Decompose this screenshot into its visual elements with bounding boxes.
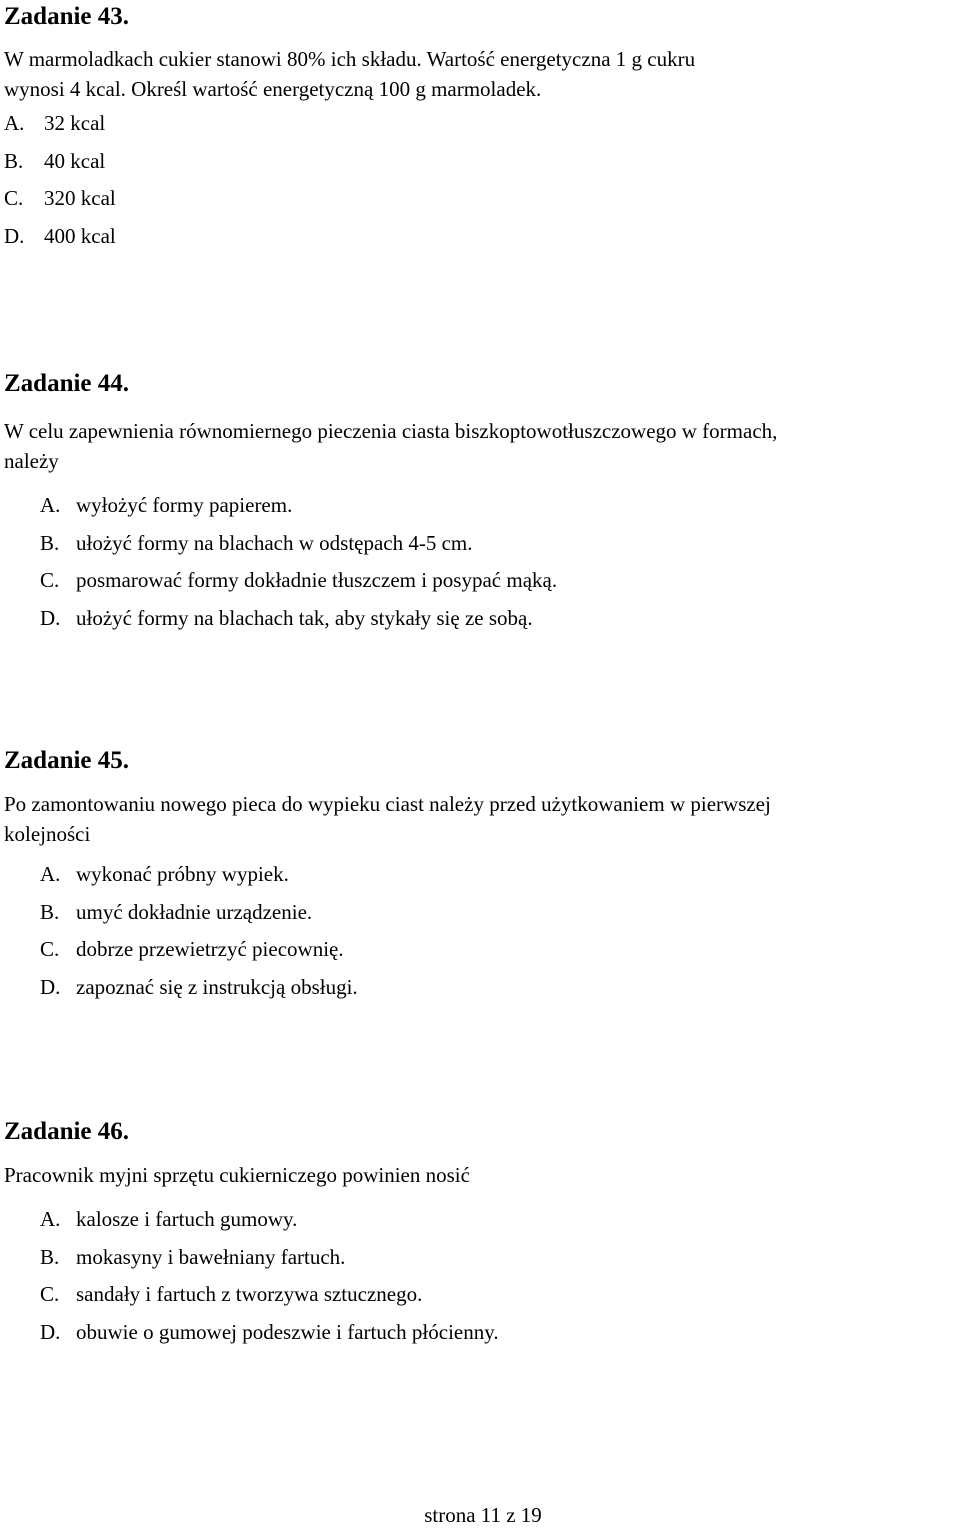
answer-list xyxy=(40,487,958,637)
answer-letter: C. xyxy=(40,937,60,961)
question-line: kolejności xyxy=(4,822,91,846)
answer-letter: A. xyxy=(40,862,61,886)
answer-text: mokasyny i bawełniany fartuch. xyxy=(76,1244,346,1269)
answer-text: ułożyć formy na blachach tak, aby stykały się ze sobą. xyxy=(76,605,533,630)
answer-option-c xyxy=(40,1276,958,1314)
task-44 xyxy=(4,369,958,637)
answer-text: umyć dokładnie urządzenie. xyxy=(76,899,313,924)
answer-option-b xyxy=(40,894,958,932)
question-line: Po zamontowaniu nowego pieca do wypieku ciast należy przed użytkowaniem w pierwszej xyxy=(4,792,771,816)
answer-text: sandały i fartuch z tworzywa sztucznego. xyxy=(76,1282,423,1306)
task-question xyxy=(4,1160,958,1190)
answer-text: 400 kcal xyxy=(44,223,116,248)
answer-option-b xyxy=(4,143,958,181)
answer-option-d xyxy=(4,218,958,256)
question-line: W marmoladkach cukier stanowi 80% ich składu. Wartość energetyczna 1 g cukru xyxy=(4,47,696,71)
answer-letter: C. xyxy=(4,186,24,210)
task-title: Zadanie 46. xyxy=(4,1118,130,1145)
answer-option-a xyxy=(40,1201,958,1239)
answer-letter: B. xyxy=(4,148,24,173)
answer-text: wyłożyć formy papierem. xyxy=(76,493,293,517)
answer-letter: D. xyxy=(4,223,25,248)
answer-option-d xyxy=(40,969,958,1007)
task-title: Zadanie 44. xyxy=(4,370,130,397)
answer-text: posmarować formy dokładnie tłuszczem i posypać mąką. xyxy=(76,568,558,592)
answer-text: 32 kcal xyxy=(44,111,106,135)
task-title: Zadanie 45. xyxy=(4,747,130,774)
answer-text: wykonać próbny wypiek. xyxy=(76,862,289,886)
task-title: Zadanie 43. xyxy=(4,3,130,30)
answer-letter: D. xyxy=(40,605,61,630)
question-line: należy xyxy=(4,449,59,473)
answer-list xyxy=(4,105,958,255)
answer-option-a xyxy=(40,487,958,525)
answer-text: obuwie o gumowej podeszwie i fartuch płócienny. xyxy=(76,1319,499,1344)
task-45 xyxy=(4,746,958,1006)
answer-option-a xyxy=(40,856,958,894)
answer-letter: D. xyxy=(40,1319,61,1344)
task-43 xyxy=(4,2,958,255)
answer-option-b xyxy=(40,525,958,563)
task-46 xyxy=(4,1117,958,1351)
answer-text: 320 kcal xyxy=(44,186,116,210)
answer-text: dobrze przewietrzyć piecownię. xyxy=(76,937,344,961)
answer-letter: A. xyxy=(40,493,61,517)
page-number: strona 11 z 19 xyxy=(424,1503,542,1527)
answer-list xyxy=(40,856,958,1006)
answer-text: ułożyć formy na blachach w odstępach 4-5 cm. xyxy=(76,530,473,555)
answer-letter: C. xyxy=(40,1282,60,1306)
answer-letter: A. xyxy=(40,1207,61,1231)
task-question xyxy=(4,416,958,476)
task-question xyxy=(4,44,958,104)
answer-letter: D. xyxy=(40,974,61,999)
answer-option-c xyxy=(4,180,958,218)
answer-letter: B. xyxy=(40,899,60,924)
question-line: W celu zapewnienia równomiernego pieczenia ciasta biszkoptowotłuszczowego w formach, xyxy=(4,419,778,443)
page-footer xyxy=(0,1500,960,1530)
task-question xyxy=(4,789,958,849)
question-line: wynosi 4 kcal. Określ wartość energetyczną 100 g marmoladek. xyxy=(4,77,542,101)
answer-letter: B. xyxy=(40,530,60,555)
answer-option-b xyxy=(40,1239,958,1277)
answer-letter: A. xyxy=(4,111,25,135)
question-line: Pracownik myjni sprzętu cukierniczego powinien nosić xyxy=(4,1163,470,1187)
answer-text: kalosze i fartuch gumowy. xyxy=(76,1207,298,1231)
answer-option-d xyxy=(40,1314,958,1352)
answer-text: 40 kcal xyxy=(44,148,106,173)
answer-option-a xyxy=(4,105,958,143)
answer-option-c xyxy=(40,562,958,600)
answer-option-c xyxy=(40,931,958,969)
answer-option-d xyxy=(40,600,958,638)
answer-list xyxy=(40,1201,958,1351)
answer-letter: C. xyxy=(40,568,60,592)
answer-text: zapoznać się z instrukcją obsługi. xyxy=(76,974,358,999)
answer-letter: B. xyxy=(40,1244,60,1269)
